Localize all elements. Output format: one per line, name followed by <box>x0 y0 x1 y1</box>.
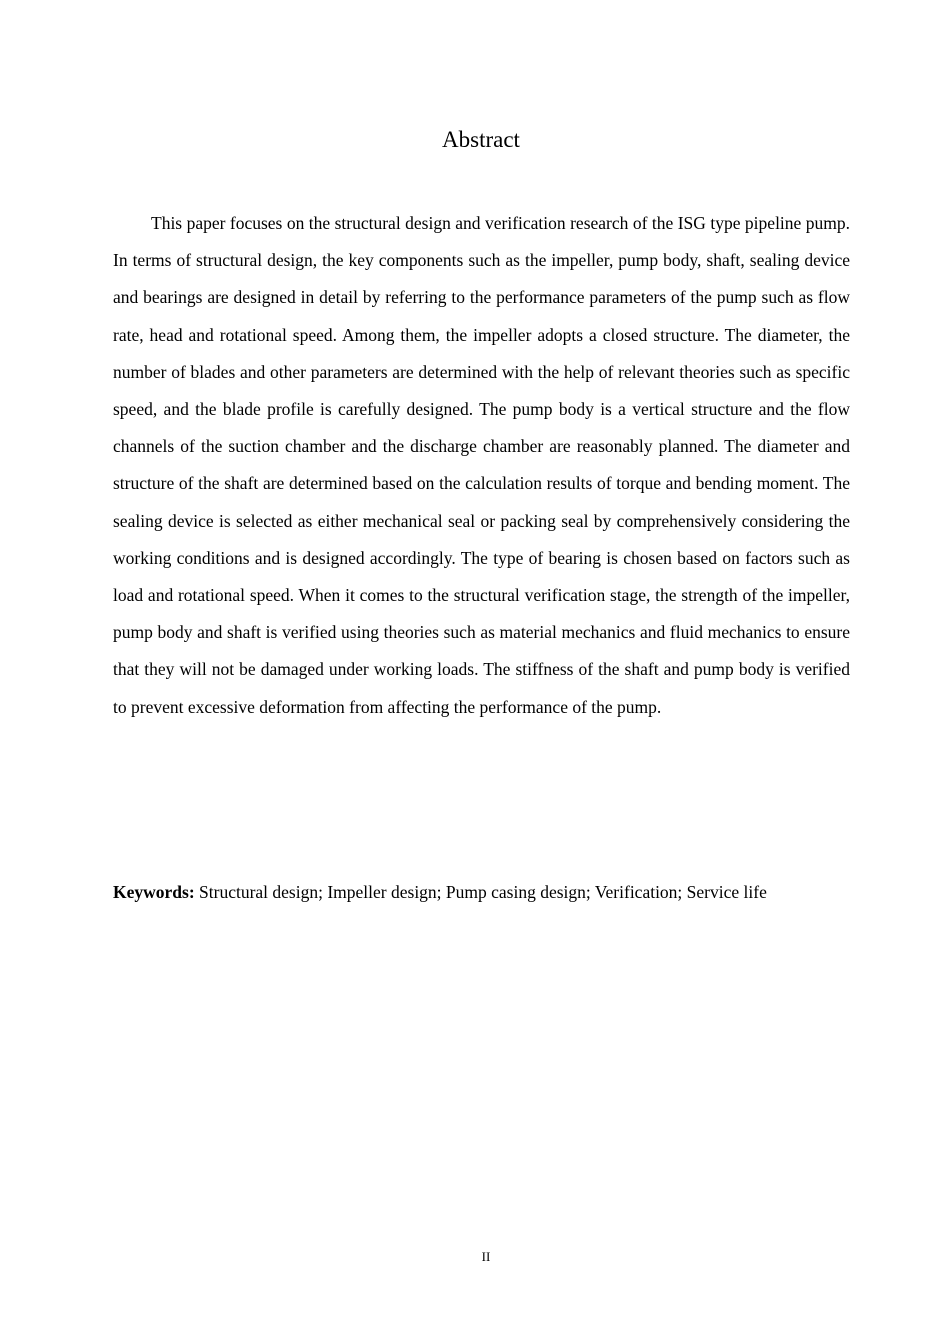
keywords-line <box>113 877 850 907</box>
abstract-title: Abstract <box>442 127 520 152</box>
keywords-label: Keywords: <box>113 882 195 902</box>
abstract-body: This paper focuses on the structural design and verification research of the ISG type pipeline pump. In terms of structural design, the key components such as the impeller, pump body, shaft, sealing device and bearings are designed in detail by referring to the performance parameters of the pump such as flow rate, head and rotational speed. Among them, the impeller adopts a closed structure. The diameter, the number of blades and other parameters are determined with the help of relevant theories such as specific speed, and the blade profile is carefully designed. The pump body is a vertical structure and the flow channels of the suction chamber and the discharge chamber are reasonably planned. The diameter and structure of the shaft are determined based on the calculation results of torque and bending moment. The sealing device is selected as either mechanical seal or packing seal by comprehensively considering the working conditions and is designed accordingly. The type of bearing is chosen based on factors such as load and rotational speed. When it comes to the structural verification stage, the strength of the impeller, pump body and shaft is verified using theories such as material mechanics and fluid mechanics to ensure that they will not be damaged under working loads. The stiffness of the shaft and pump body is verified to prevent excessive deformation from affecting the performance of the pump. <box>113 213 850 717</box>
keywords-text: Structural design; Impeller design; Pump casing design; Verification; Service life <box>199 882 767 902</box>
page-number: II <box>481 1249 491 1264</box>
